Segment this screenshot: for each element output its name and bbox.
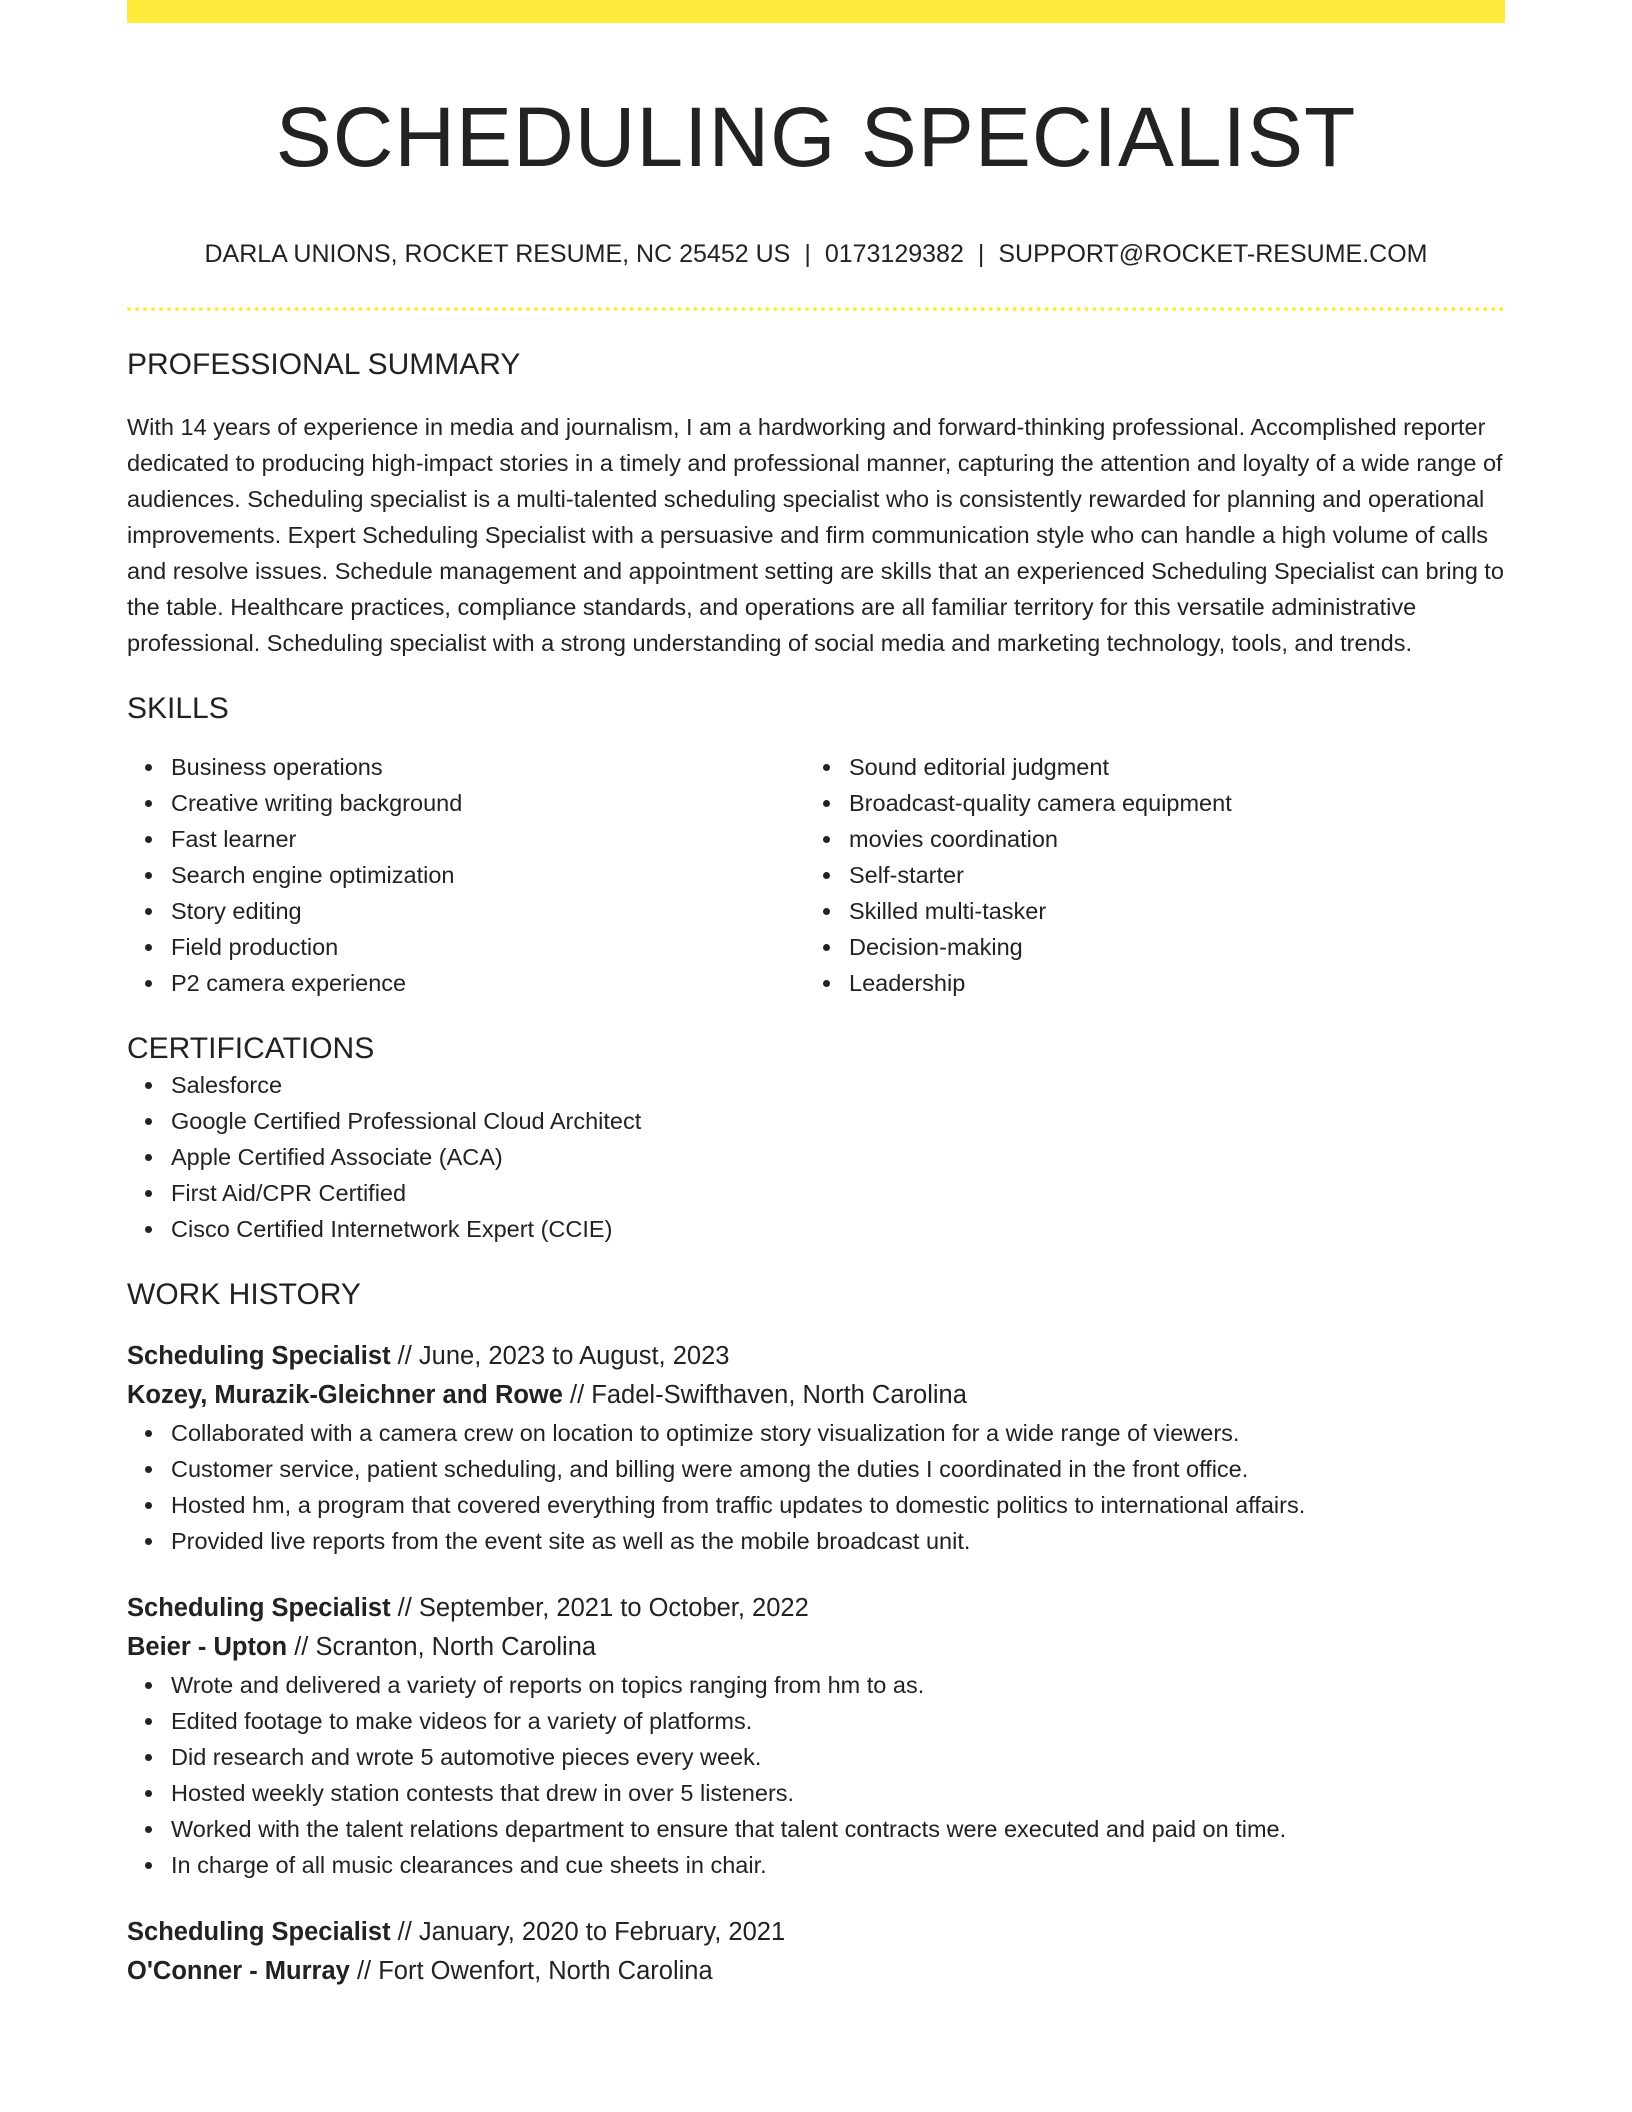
summary-heading: PROFESSIONAL SUMMARY: [127, 348, 521, 381]
accent-top-bar: [127, 0, 1505, 23]
skill-item: Business operations: [171, 749, 805, 785]
summary-text: With 14 years of experience in media and journalism, I am a hardworking and forward-thinking professional. Accomplished reporter dedicated to producing high-impact stories in a timely and professional manner, capturing the attention and loyalty of a wide range of audiences. Scheduling specialist is a multi-talented scheduling specialist who is consistently rewarded for planning and operational improvements. Expert Scheduling Specialist with a persuasive and firm communication style who can handle a high volume of calls and resolve issues. Schedule management and appointment setting are skills that an experienced Scheduling Specialist can bring to the table. Healthcare practices, compliance standards, and operations are all familiar territory for this versatile administrative professional. Scheduling specialist with a strong understanding of social media and marketing technology, tools, and trends.: [127, 414, 1504, 656]
contact-phone: 0173129382: [824, 240, 964, 268]
job-location: // Fort Owenfort, North Carolina: [356, 1957, 713, 1985]
job-role: Scheduling Specialist: [127, 1918, 391, 1946]
job-location: // Scranton, North Carolina: [294, 1633, 597, 1661]
skill-item: Self-starter: [849, 857, 1483, 893]
skill-item: P2 camera experience: [171, 965, 805, 1001]
job-dates: // June, 2023 to August, 2023: [397, 1342, 730, 1370]
job-location: // Fadel-Swifthaven, North Carolina: [570, 1381, 967, 1409]
job-role-line: [127, 1913, 1505, 1952]
job-duty-item: Hosted hm, a program that covered everything from traffic updates to domestic politics to international affairs.: [171, 1487, 1505, 1523]
skill-item: Fast learner: [171, 821, 805, 857]
skills-grid: [127, 749, 1505, 1001]
resume-name: SCHEDULING SPECIALIST: [275, 90, 1357, 184]
job-duty-item: Customer service, patient scheduling, and billing were among the duties I coordinated in the front office.: [171, 1451, 1505, 1487]
skill-item: Leadership: [849, 965, 1483, 1001]
skill-item: movies coordination: [849, 821, 1483, 857]
skill-item: Broadcast-quality camera equipment: [849, 785, 1483, 821]
job-duty-item: Provided live reports from the event site as well as the mobile broadcast unit.: [171, 1523, 1505, 1559]
job-company: Kozey, Murazik-Gleichner and Rowe: [127, 1381, 563, 1409]
certification-item: Google Certified Professional Cloud Architect: [171, 1103, 1505, 1139]
skill-item: Field production: [171, 929, 805, 965]
job-duty-item: Did research and wrote 5 automotive pieces every week.: [171, 1739, 1505, 1775]
dotted-divider: [127, 307, 1505, 311]
job-duty-item: Hosted weekly station contests that drew in over 5 listeners.: [171, 1775, 1505, 1811]
contact-address: DARLA UNIONS, ROCKET RESUME, NC 25452 US: [204, 240, 791, 268]
certification-item: First Aid/CPR Certified: [171, 1175, 1505, 1211]
job-company-line: [127, 1952, 1505, 1991]
contact-separator: |: [977, 240, 985, 268]
job-role: Scheduling Specialist: [127, 1342, 391, 1370]
job-dates: // January, 2020 to February, 2021: [397, 1918, 786, 1946]
job-role: Scheduling Specialist: [127, 1594, 391, 1622]
job-entry: [127, 1913, 1505, 1991]
certifications-heading: CERTIFICATIONS: [127, 1032, 375, 1065]
job-company-line: [127, 1376, 1505, 1415]
job-duty-item: Edited footage to make videos for a variety of platforms.: [171, 1703, 1505, 1739]
job-dates: // September, 2021 to October, 2022: [397, 1594, 809, 1622]
job-entry: [127, 1589, 1505, 1883]
certifications-list: [127, 1067, 1505, 1247]
job-company-line: [127, 1628, 1505, 1667]
skill-item: Decision-making: [849, 929, 1483, 965]
job-duty-item: In charge of all music clearances and cue sheets in chair.: [171, 1847, 1505, 1883]
work-history-heading: WORK HISTORY: [127, 1278, 361, 1311]
skills-heading: SKILLS: [127, 692, 229, 725]
contact-line: [127, 239, 1505, 269]
job-duty-item: Worked with the talent relations department to ensure that talent contracts were executed and paid on time.: [171, 1811, 1505, 1847]
job-duties-list: [127, 1415, 1505, 1559]
contact-email: SUPPORT@ROCKET-RESUME.COM: [998, 240, 1428, 268]
skill-item: Skilled multi-tasker: [849, 893, 1483, 929]
job-company: Beier - Upton: [127, 1633, 288, 1661]
certification-item: Cisco Certified Internetwork Expert (CCIE): [171, 1211, 1505, 1247]
job-duty-item: Collaborated with a camera crew on location to optimize story visualization for a wide range of viewers.: [171, 1415, 1505, 1451]
skills-left-list: [127, 749, 805, 1001]
skill-item: Creative writing background: [171, 785, 805, 821]
resume-page: [127, 0, 1505, 1991]
certification-item: Salesforce: [171, 1067, 1505, 1103]
skill-item: Story editing: [171, 893, 805, 929]
job-entry: [127, 1337, 1505, 1559]
skills-right-list: [805, 749, 1483, 1001]
job-role-line: [127, 1337, 1505, 1376]
job-duties-list: [127, 1667, 1505, 1883]
contact-separator: |: [804, 240, 811, 268]
skill-item: Search engine optimization: [171, 857, 805, 893]
job-company: O'Conner - Murray: [127, 1957, 350, 1985]
certification-item: Apple Certified Associate (ACA): [171, 1139, 1505, 1175]
job-duty-item: Wrote and delivered a variety of reports on topics ranging from hm to as.: [171, 1667, 1505, 1703]
job-role-line: [127, 1589, 1505, 1628]
skill-item: Sound editorial judgment: [849, 749, 1483, 785]
